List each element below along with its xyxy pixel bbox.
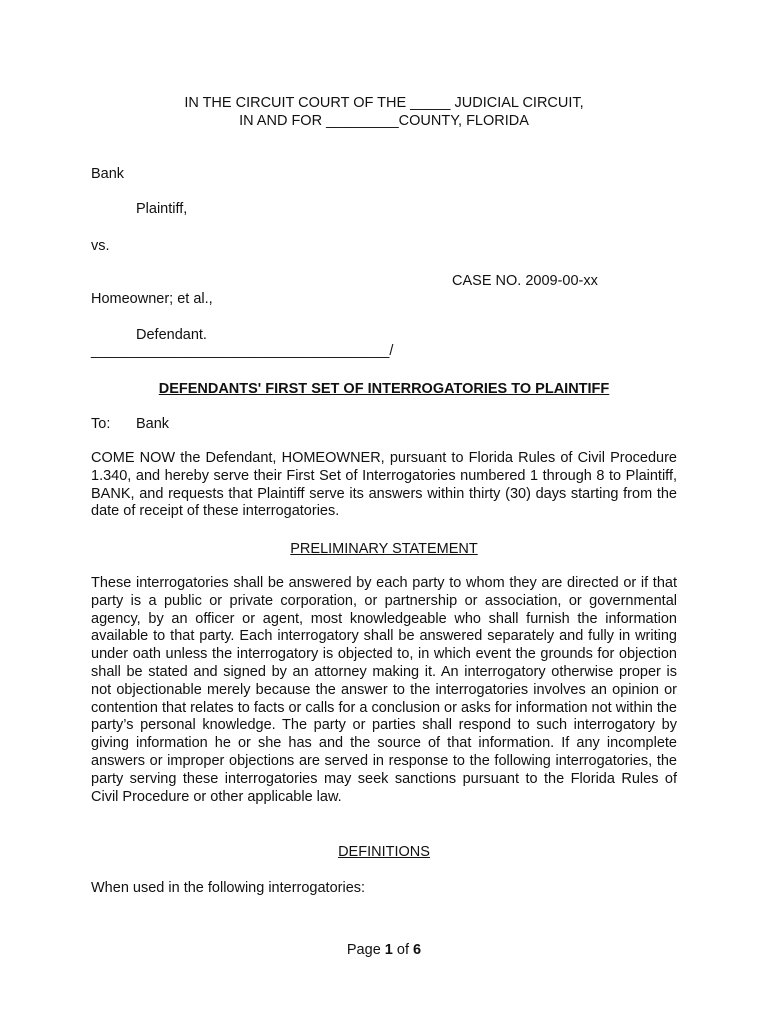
plaintiff-role: Plaintiff,	[136, 201, 188, 217]
intro-paragraph: COME NOW the Defendant, HOMEOWNER, pursuant to Florida Rules of Civil Procedure 1.340, and hereby serve their First Set of Interrogatories numbered 1 through 8 to Plaintiff, BANK, and requests that Plaintiff serve its answers within thirty (30) days starting from the date of receipt of these interrogatories.	[91, 450, 677, 520]
caption-rule-line: _____________________________________/	[91, 343, 394, 359]
preliminary-statement-heading: PRELIMINARY STATEMENT	[290, 541, 478, 557]
page-current: 1	[384, 942, 393, 958]
versus: vs.	[91, 238, 110, 254]
defendant-name: Homeowner; et al.,	[91, 291, 213, 307]
of-label: of	[396, 942, 409, 958]
to-label: To:	[91, 416, 111, 432]
preliminary-statement-body: These interrogatories shall be answered by each party to whom they are directed or if that party is a public or private corporation, or partnership or association, or governmental agency, by an officer or agent, most knowledgeable who shall furnish the information available to that party. Each interrogatory shall be answered separately and fully in writing under oath unless the interrogatory is objected to, in which event the grounds for objection shall be stated and signed by an attorney making it. An interrogatory otherwise proper is not objectionable merely because the answer to the interrogatories involves an opinion or contention that relates to facts or calls for a conclusion or asks for information not within the party’s personal knowledge. The party or parties shall respond to such interrogatory by giving information he or she has and the source of that information. If any incomplete answers or improper objections are served in response to the following interrogatories, the party serving these interrogatories may seek sanctions pursuant to the Florida Rules of Civil Procedure or other applicable law.	[91, 575, 677, 805]
page-label: Page	[346, 942, 381, 958]
defendant-role: Defendant.	[136, 327, 207, 343]
case-number: CASE NO. 2009-00-xx	[452, 273, 598, 289]
court-header-line-1: IN THE CIRCUIT COURT OF THE _____ JUDICIAL CIRCUIT,	[184, 95, 584, 111]
page-footer	[0, 942, 768, 958]
definitions-heading: DEFINITIONS	[338, 844, 430, 860]
court-header-line-2: IN AND FOR _________COUNTY, FLORIDA	[239, 113, 529, 129]
plaintiff-name: Bank	[91, 166, 125, 182]
to-value: Bank	[136, 416, 170, 432]
definitions-lead: When used in the following interrogatories:	[91, 880, 366, 896]
document-title: DEFENDANTS' FIRST SET OF INTERROGATORIES TO PLAINTIFF	[158, 381, 610, 397]
page-total: 6	[413, 942, 422, 958]
